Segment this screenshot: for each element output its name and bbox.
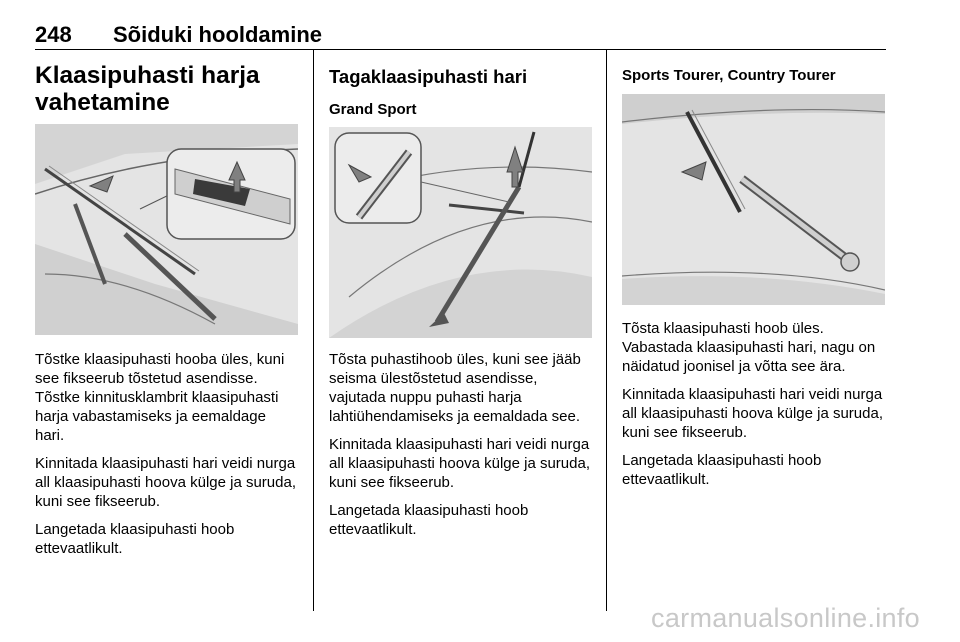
col2-paragraph-1: Tõsta puhastihoob üles, kuni see jääb seisma ülestõstetud asendisse, vajutada nuppu puhasti harja lahtiühendamiseks ja eemaldada see. <box>329 351 581 425</box>
windscreen-wiper-illustration <box>35 124 298 335</box>
col1-paragraph-2: Kinnitada klaasipuhasti hari veidi nurga all klaasipuhasti hoova külge ja suruda, kuni see fikseerub. <box>35 455 296 510</box>
subheading-sports-tourer: Sports Tourer, Country Tourer <box>622 67 836 84</box>
grand-sport-rear-wiper-illustration <box>329 127 592 338</box>
tourer-rear-wiper-illustration <box>622 94 885 305</box>
page-number: 248 <box>35 22 72 47</box>
col1-paragraph-1: Tõstke klaasipuhasti hooba üles, kuni see fikseerub tõstetud asendisse. Tõstke kinnitusklambrit klaasipuhasti harja vabastamiseks ja eemaldage hari. <box>35 351 285 444</box>
col1-paragraph-3: Langetada klaasipuhasti hoob ettevaatlikult. <box>35 521 235 557</box>
column-divider-1 <box>313 50 314 611</box>
col2-paragraph-3: Langetada klaasipuhasti hoob ettevaatlikult. <box>329 502 529 538</box>
col3-paragraph-1: Tõsta klaasipuhasti hoob üles. Vabastada klaasipuhasti hari, nagu on näidatud joonisel ja võtta see ära. <box>622 320 876 375</box>
column-divider-2 <box>606 50 607 611</box>
section-heading-wiper-blade: Klaasipuhasti harja vahetamine <box>35 62 260 116</box>
subheading-grand-sport: Grand Sport <box>329 101 417 118</box>
col3-paragraph-2: Kinnitada klaasipuhasti hari veidi nurga all klaasipuhasti hoova külge ja suruda, kuni see fikseerub. <box>622 386 883 441</box>
watermark: carmanualsonline.info <box>651 603 920 633</box>
col3-paragraph-3: Langetada klaasipuhasti hoob ettevaatlikult. <box>622 452 822 488</box>
section-heading-rear-wiper: Tagaklaasipuhasti hari <box>329 66 528 87</box>
section-title: Sõiduki hooldamine <box>113 22 323 47</box>
header-rule <box>35 49 886 50</box>
col2-paragraph-2: Kinnitada klaasipuhasti hari veidi nurga all klaasipuhasti hoova külge ja suruda, kuni see fikseerub. <box>329 436 590 491</box>
